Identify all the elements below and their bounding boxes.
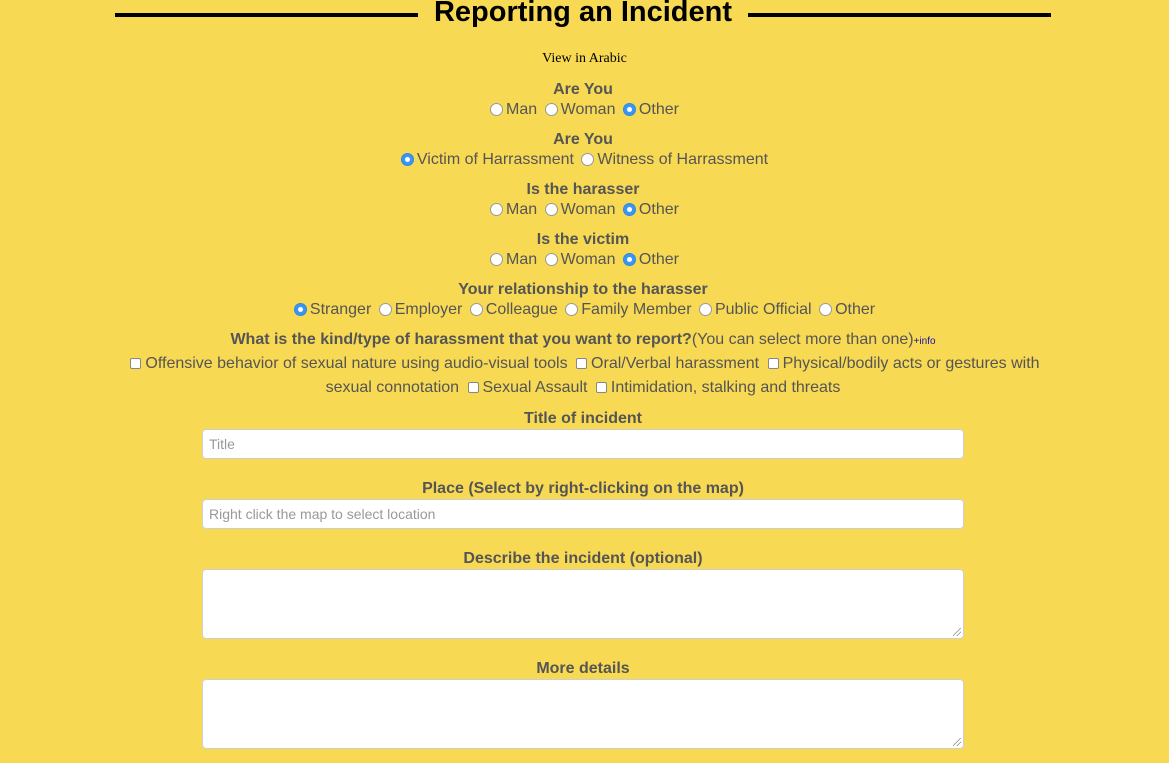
checkbox[interactable] — [576, 358, 587, 369]
resize-handle-icon[interactable] — [953, 738, 961, 746]
question-gender — [0, 80, 1166, 120]
relationship-option-stranger[interactable]: Stranger — [291, 300, 371, 320]
question-harasser-gender-options — [0, 200, 1166, 220]
place-input[interactable]: Right click the map to select location — [202, 499, 964, 529]
question-relationship-label: Your relationship to the harasser — [458, 281, 708, 298]
title-rule-right — [748, 13, 1051, 17]
harassment-kind-section — [115, 330, 1051, 400]
harasser-option-other[interactable]: Other — [620, 200, 679, 220]
relationship-option-family-member[interactable]: Family Member — [562, 300, 691, 320]
gender-option-woman[interactable]: Woman — [542, 100, 616, 120]
info-link[interactable]: +info — [913, 336, 936, 347]
radio-button[interactable] — [379, 303, 392, 316]
victim-option-woman[interactable]: Woman — [542, 250, 616, 270]
radio-button[interactable] — [545, 253, 558, 266]
more-details-field-label: More details — [536, 660, 630, 677]
question-relationship — [0, 280, 1166, 320]
question-victim-gender-options — [0, 250, 1166, 270]
victim-option-man[interactable]: Man — [487, 250, 537, 270]
radio-button[interactable] — [545, 203, 558, 216]
relationship-option-other[interactable]: Other — [816, 300, 875, 320]
radio-button-selected[interactable] — [294, 303, 307, 316]
relationship-option-colleague[interactable]: Colleague — [467, 300, 558, 320]
harassment-kind-options — [115, 352, 1051, 400]
question-role — [0, 130, 1166, 170]
title-field-label: Title of incident — [524, 410, 642, 427]
radio-button[interactable] — [490, 203, 503, 216]
page-title: Reporting an Incident — [433, 0, 733, 28]
harasser-option-man[interactable]: Man — [487, 200, 537, 220]
place-field-label: Place (Select by right-clicking on the map) — [422, 480, 744, 497]
view-in-arabic-link[interactable]: View in Arabic — [542, 51, 627, 66]
radio-button[interactable] — [545, 103, 558, 116]
harassment-option-sexual-assault: Sexual Assault — [482, 379, 588, 396]
question-harasser-gender — [0, 180, 1166, 220]
question-victim-gender — [0, 230, 1166, 270]
radio-button-selected[interactable] — [623, 103, 636, 116]
gender-option-man[interactable]: Man — [487, 100, 537, 120]
question-harasser-gender-label: Is the harasser — [526, 181, 640, 198]
harassment-kind-subtitle: (You can select more than one) — [691, 331, 914, 348]
radio-button-selected[interactable] — [401, 153, 414, 166]
role-option-witness[interactable]: Witness of Harrassment — [578, 150, 768, 170]
role-option-victim[interactable]: Victim of Harrassment — [398, 150, 574, 170]
radio-button[interactable] — [699, 303, 712, 316]
question-role-options — [0, 150, 1166, 170]
harasser-option-woman[interactable]: Woman — [542, 200, 616, 220]
relationship-option-public-official[interactable]: Public Official — [696, 300, 812, 320]
more-details-textarea[interactable] — [202, 679, 964, 749]
question-relationship-options — [0, 300, 1166, 320]
title-input[interactable]: Title — [202, 429, 964, 459]
radio-button[interactable] — [565, 303, 578, 316]
harassment-option-verbal: Oral/Verbal harassment — [591, 355, 760, 372]
victim-option-other[interactable]: Other — [620, 250, 679, 270]
radio-button[interactable] — [581, 153, 594, 166]
description-field-label: Describe the incident (optional) — [463, 550, 703, 567]
harassment-option-physical: Physical/bodily acts or gestures with sexual connotation — [325, 355, 1040, 396]
radio-button-selected[interactable] — [623, 203, 636, 216]
question-role-label: Are You — [553, 131, 613, 148]
resize-handle-icon[interactable] — [953, 628, 961, 636]
radio-button[interactable] — [470, 303, 483, 316]
radio-button[interactable] — [819, 303, 832, 316]
checkbox[interactable] — [468, 382, 479, 393]
gender-option-other[interactable]: Other — [620, 100, 679, 120]
checkbox[interactable] — [130, 358, 141, 369]
radio-button[interactable] — [490, 253, 503, 266]
harassment-kind-heading — [115, 330, 1051, 352]
page-title-bar — [115, 0, 1051, 30]
harassment-option-intimidation: Intimidation, stalking and threats — [610, 379, 841, 396]
harassment-kind-title: What is the kind/type of harassment that you want to report? — [230, 331, 692, 348]
checkbox[interactable] — [768, 358, 779, 369]
question-gender-label: Are You — [553, 81, 613, 98]
checkbox[interactable] — [596, 382, 607, 393]
radio-button-selected[interactable] — [623, 253, 636, 266]
question-victim-gender-label: Is the victim — [536, 231, 630, 248]
radio-button[interactable] — [490, 103, 503, 116]
harassment-option-audio-visual: Offensive behavior of sexual nature using audio-visual tools — [145, 355, 568, 372]
relationship-option-employer[interactable]: Employer — [376, 300, 463, 320]
description-textarea[interactable] — [202, 569, 964, 639]
question-gender-options — [0, 100, 1166, 120]
title-rule-left — [115, 13, 418, 17]
